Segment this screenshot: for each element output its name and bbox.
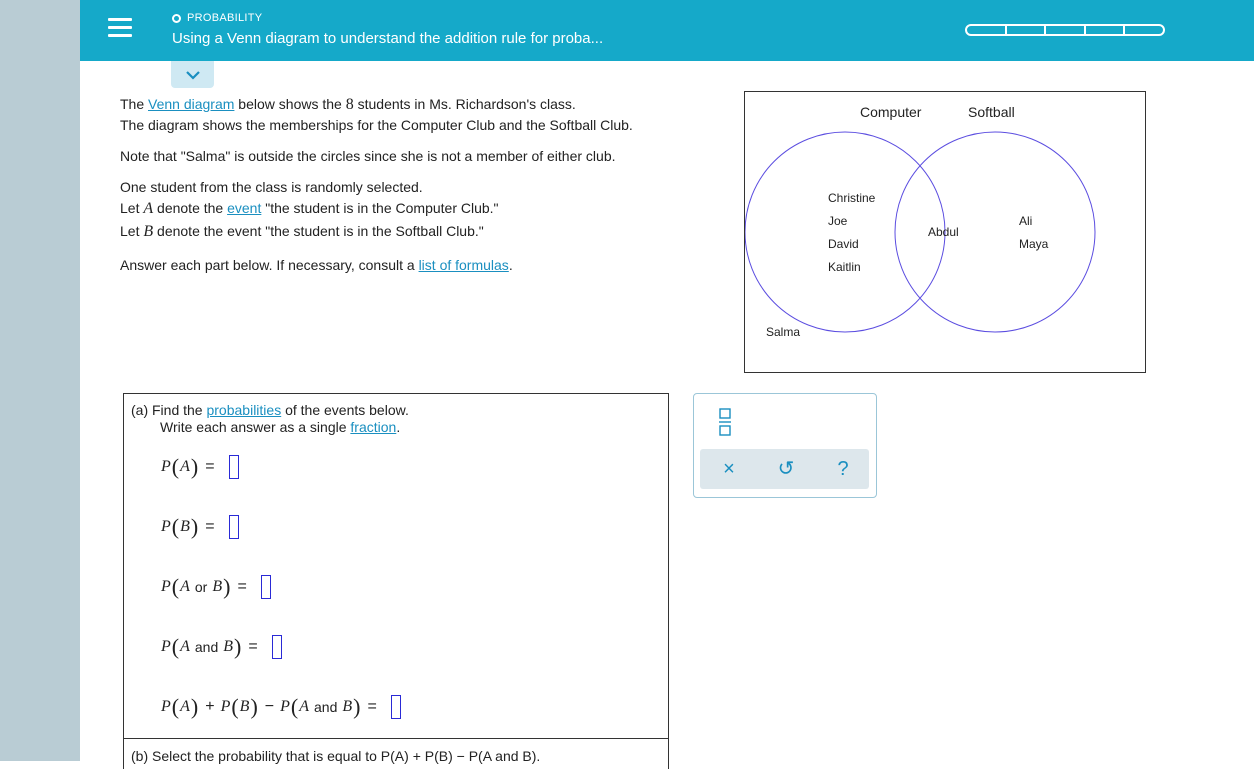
progress-segment	[1007, 26, 1047, 34]
venn-label-computer: Computer	[860, 104, 922, 120]
part-b-instructions: (b) Select the probability that is equal to P(A) + P(B) − P(A and B).	[131, 748, 541, 764]
var: B	[239, 698, 250, 715]
answer-input-p-a-and-b[interactable]	[272, 635, 282, 659]
answer-input-p-b[interactable]	[229, 515, 239, 539]
text: denote the event "the student is in the Softball Club."	[153, 223, 484, 239]
equals: =	[237, 578, 247, 595]
text: .	[396, 419, 401, 435]
p-symbol: P	[161, 458, 171, 475]
paren: (	[171, 454, 180, 479]
undo-button[interactable]: ↺	[777, 458, 795, 480]
p-symbol: P	[161, 638, 171, 655]
paren: (	[171, 514, 180, 539]
probabilities-link[interactable]: probabilities	[206, 402, 282, 418]
var: A	[180, 698, 190, 715]
venn-member-outside: Salma	[766, 325, 801, 339]
paren: (	[290, 694, 299, 719]
intro-line	[120, 198, 720, 219]
progress-segment	[1125, 26, 1163, 34]
var: A	[299, 698, 310, 715]
intro-line	[120, 94, 720, 115]
topic-label	[172, 12, 262, 24]
expr-p-a-and-b	[161, 634, 282, 660]
and-word: and	[314, 699, 338, 715]
progress-segment	[1046, 26, 1086, 34]
text: below shows the	[234, 96, 346, 112]
fraction-template-icon[interactable]	[719, 408, 731, 436]
and-word: and	[194, 639, 219, 655]
venn-member: Maya	[1019, 237, 1049, 251]
equals: =	[367, 698, 377, 715]
paren: )	[223, 574, 231, 599]
p-symbol: P	[161, 518, 171, 535]
circle-softball	[895, 132, 1095, 332]
text: (a) Find the	[131, 402, 207, 418]
paren: )	[190, 694, 199, 719]
plus: +	[205, 698, 215, 715]
text: "the student is in the Computer Club."	[261, 200, 499, 216]
expr-addition-rule	[161, 694, 401, 720]
left-sidebar	[0, 0, 80, 761]
part-a-instructions	[131, 402, 409, 436]
venn-member: Joe	[828, 214, 848, 228]
venn-member: Ali	[1019, 214, 1033, 228]
student-count: 8	[345, 96, 354, 113]
var: B	[342, 698, 353, 715]
intro-line: The diagram shows the memberships for the Computer Club and the Softball Club.	[120, 117, 633, 133]
intro-line	[120, 221, 720, 242]
paren: (	[231, 694, 239, 719]
part-b-panel	[123, 738, 669, 769]
tools-action-bar	[700, 449, 869, 489]
answer-input-p-a-or-b[interactable]	[261, 575, 271, 599]
text: students in Ms. Richardson's class.	[353, 96, 576, 112]
text: The	[120, 96, 149, 112]
event-link[interactable]: event	[227, 200, 262, 216]
text: Let	[120, 223, 144, 239]
text: Let	[120, 200, 144, 216]
var-a: A	[143, 200, 154, 217]
paren: )	[353, 694, 361, 719]
chevron-down-icon	[185, 70, 201, 80]
minus: −	[264, 698, 275, 715]
text: Write each answer as a single	[160, 419, 351, 435]
equals: =	[205, 518, 215, 535]
menu-icon[interactable]	[108, 18, 132, 38]
fraction-link[interactable]: fraction	[350, 419, 397, 435]
text: .	[508, 257, 513, 273]
formulas-link[interactable]: list of formulas	[418, 257, 509, 273]
expr-p-a	[161, 454, 239, 480]
paren: (	[171, 694, 180, 719]
var: A	[180, 638, 190, 655]
equals: =	[248, 638, 258, 655]
top-header	[80, 0, 1254, 61]
var: B	[212, 578, 223, 595]
text: Answer each part below. If necessary, consult a	[120, 257, 419, 273]
answer-tools-panel	[693, 393, 877, 498]
paren: (	[171, 634, 180, 659]
expr-p-a-or-b	[161, 574, 271, 600]
progress-bar	[965, 24, 1165, 36]
equals: =	[205, 458, 215, 475]
paren: )	[250, 694, 258, 719]
p-symbol: P	[161, 698, 171, 715]
progress-segment	[1086, 26, 1126, 34]
intro-line	[120, 255, 720, 276]
venn-member: Christine	[828, 191, 876, 205]
collapse-toggle[interactable]	[171, 61, 214, 88]
var: B	[223, 638, 234, 655]
var-b: B	[143, 223, 154, 240]
p-symbol: P	[280, 698, 290, 715]
clear-button[interactable]: ×	[723, 458, 735, 480]
var: B	[180, 518, 190, 535]
answer-input-addition-rule[interactable]	[391, 695, 401, 719]
topic-circle-icon	[172, 14, 181, 23]
instruction-line	[131, 402, 409, 419]
circle-computer	[745, 132, 945, 332]
intro-line: One student from the class is randomly selected.	[120, 179, 423, 195]
help-button[interactable]: ?	[837, 458, 849, 480]
text: denote the	[153, 200, 228, 216]
intro-line: Note that "Salma" is outside the circles since she is not a member of either club.	[120, 148, 616, 164]
paren: )	[234, 634, 242, 659]
part-a-panel	[123, 393, 669, 739]
venn-member: Abdul	[928, 225, 959, 239]
topic-text: PROBABILITY	[187, 12, 263, 24]
p-symbol: P	[220, 698, 231, 715]
paren: )	[190, 514, 199, 539]
var: A	[180, 458, 190, 475]
venn-diagram	[744, 91, 1146, 373]
answer-input-p-a[interactable]	[229, 455, 239, 479]
paren: (	[171, 574, 180, 599]
paren: )	[190, 454, 199, 479]
p-symbol: P	[161, 578, 171, 595]
expr-p-b	[161, 514, 239, 540]
problem-statement	[120, 94, 720, 276]
or-word: or	[194, 579, 208, 595]
venn-label-softball: Softball	[968, 104, 1015, 120]
progress-segment	[967, 26, 1007, 34]
venn-member: Kaitlin	[828, 260, 861, 274]
instruction-line	[131, 419, 409, 436]
lesson-title: Using a Venn diagram to understand the addition rule for proba...	[172, 30, 604, 47]
var: A	[180, 578, 190, 595]
venn-member: David	[828, 237, 859, 251]
text: of the events below.	[281, 402, 409, 418]
venn-diagram-link[interactable]: Venn diagram	[148, 96, 235, 112]
